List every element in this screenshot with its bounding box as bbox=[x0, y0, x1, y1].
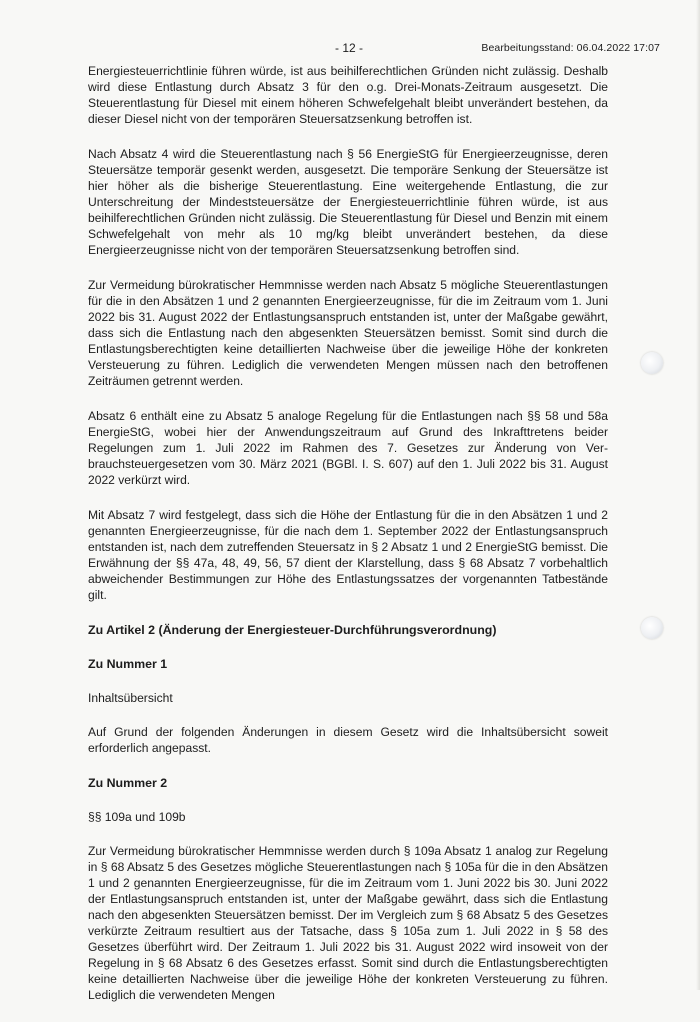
paragraph-absatz-4: Nach Absatz 4 wird die Steuerentlastung nach § 56 EnergieStG für Energieerzeugnisse, deren Steuersätze temporär gesenkt werden, ausgesetzt. Die temporäre Senkung der Steuersätze ist hier höher als die bisherige Steuerentlastung. Eine weitergehende Entlastung, die zur Unterschreitung der Mindeststeuersätze der Energiesteuerrichtlinie führen würde, ist aus beihilferechtlichen Gründen nicht zulässig. Die Steuerentlastung für Diesel und Benzin mit einem Schwefelgehalt von mehr als 10 mg/kg bleibt unverändert bestehen, da diese Energieerzeugnisse nicht von der temporären Steuersatzsenkung betroffen sind. bbox=[88, 147, 608, 257]
page-edge-shadow bbox=[696, 0, 700, 990]
paragraph-absatz-5: Zur Vermeidung bürokratischer Hemmnisse werden nach Absatz 5 mögliche Steuerentlastungen für die in den Absätzen 1 und 2 genannten Energieerzeugnisse, für die im Zeitraum vom 1. Juni 2022 bis 31. August 2022 der Entlastungsanspruch entstanden ist, unter der Maßgabe gewährt, dass sich die Entlastung nach den abgesenkten Steuersätzen bemisst. Somit sind durch die Entlastungsberechtigten keine detaillierten Nachweise über die jeweilige Höhe der konkreten Versteuerung zu führen. Lediglich die verwendeten Mengen müssen nach den betroffenen Zeiträumen getrennt werden. bbox=[88, 278, 608, 388]
nummer-1-text: Auf Grund der folgenden Änderungen in diesem Gesetz wird die Inhaltsübersicht soweit erforderlich angepasst. bbox=[88, 725, 608, 755]
nummer-2-subject: §§ 109a und 109b bbox=[88, 810, 186, 824]
paragraph-absatz-3: Energiesteuerrichtlinie führen würde, ist aus beihilferechtlichen Gründen nicht zulässig. Deshalb wird diese Entlastung durch Absatz 3 für den o.g. Drei-Monats-Zeitraum ausgesetzt. Die Steuerentlastung für Diesel mit einem höheren Schwefelgehalt bleibt unverändert bestehen, da dieser Diesel nicht von der temporären Steuersatzsenkung betroffen ist. bbox=[88, 64, 608, 126]
nummer-1-heading: Zu Nummer 1 bbox=[88, 657, 168, 671]
punch-hole-lower bbox=[641, 617, 663, 639]
nummer-2-text: Zur Vermeidung bürokratischer Hemmnisse werden durch § 109a Absatz 1 analog zur Regelung in § 68 Absatz 5 des Gesetzes mögliche Steuerentlastungen nach § 105a für die in den Absätzen 1 und 2 genannten Energieerzeugnisse, für die im Zeitraum vom 1. Juni 2022 bis 30. Juni 2022 der Entlastungsanspruch entstanden ist, unter der Maßgabe gewährt, dass sich die Entlastung nach den abgesenkten Steuersätzen bemisst. Der im Vergleich zum § 68 Absatz 5 des Gesetzes verkürzte Zeitraum resultiert aus der Tatsache, dass § 105a zum 1. Juli 2022 in § 58 des Gesetzes überführt wird. Der Zeitraum 1. Juli 2022 bis 31. August 2022 wird insoweit von der Regelung in § 68 Absatz 6 des Gesetzes erfasst. Somit sind durch die Entlastungsberechtigten keine detaillierten Nachweise über die jeweilige Höhe der konkreten Versteuerung zu führen. Lediglich die verwendeten Mengen bbox=[88, 844, 608, 1002]
punch-hole-upper bbox=[641, 352, 663, 374]
editing-status: Bearbeitungsstand: 06.04.2022 17:07 bbox=[481, 42, 660, 54]
page-number: - 12 - bbox=[335, 41, 364, 55]
paragraph-absatz-7: Mit Absatz 7 wird festgelegt, dass sich die Höhe der Entlastung für die in den Absätzen 1 und 2 genannten Energieerzeugnisse, für die nach dem 1. September 2022 der Entlastungsanspruch entstanden ist, nach dem zutreffenden Steuersatz in § 2 Absatz 1 und 2 EnergieStG bemisst. Die Erwähnung der §§ 47a, 48, 49, 56, 57 dient der Klarstellung, dass § 68 Absatz 7 vorbehaltlich abweichender Bestimmungen zur Höhe des Entlastungssatzes der vorgenannten Tatbestände gilt. bbox=[88, 508, 608, 602]
nummer-1-subject: Inhaltsübersicht bbox=[88, 691, 173, 705]
nummer-2-heading: Zu Nummer 2 bbox=[88, 776, 168, 790]
paragraph-absatz-6: Absatz 6 enthält eine zu Absatz 5 analoge Regelung für die Entlastungen nach §§ 58 und 58a EnergieStG, wobei hier der Anwendungszeitraum auf Grund des Inkrafttretens beider Regelungen zum 1. Juli 2022 im Rahmen des 7. Gesetzes zur Änderung von Verbrauchsteuergesetzen vom 30. März 2021 (BGBl. I. S. 607) auf den 1. Juli 2022 bis 31. August 2022 verkürzt wird. bbox=[88, 409, 608, 487]
document-body bbox=[88, 63, 608, 1022]
article-2-heading: Zu Artikel 2 (Änderung der Energiesteuer-Durchführungsverordnung) bbox=[88, 623, 497, 637]
page-header bbox=[0, 41, 700, 57]
